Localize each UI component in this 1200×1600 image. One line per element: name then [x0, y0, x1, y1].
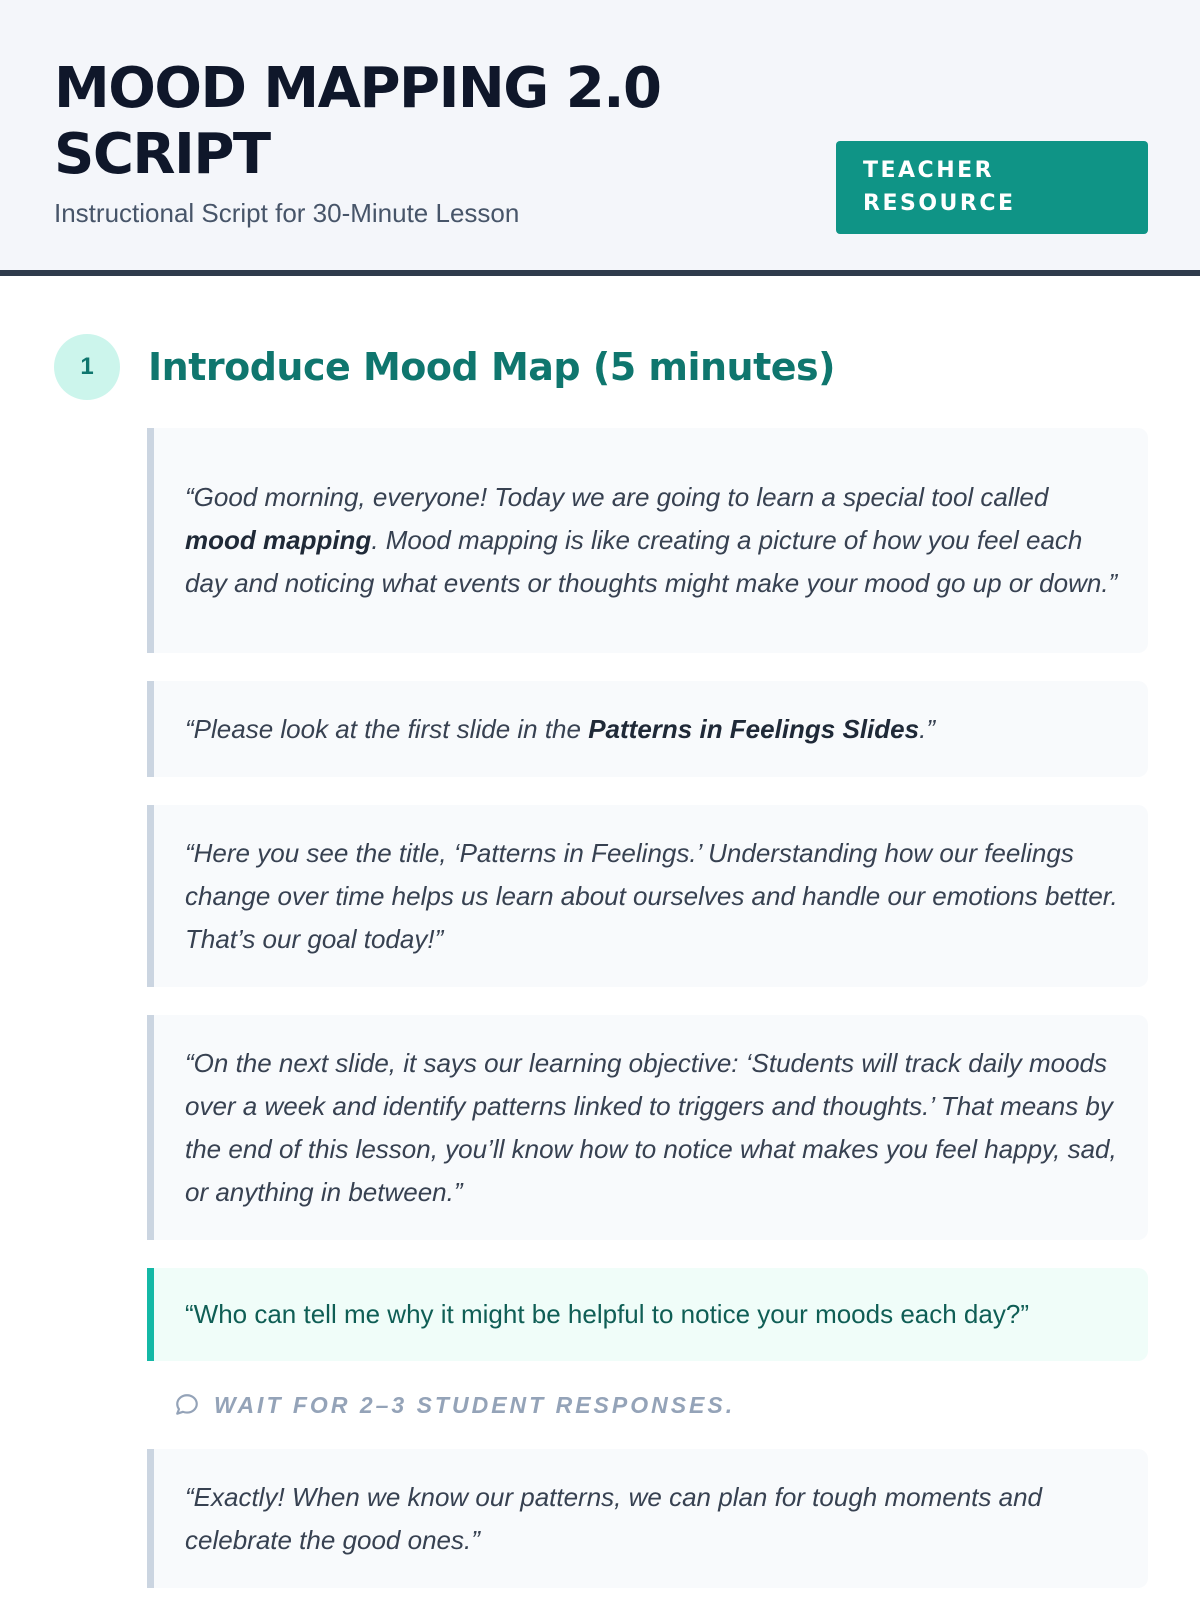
badge-line-2: RESOURCE: [863, 191, 1016, 216]
section-title: Introduce Mood Map (5 minutes): [148, 345, 836, 389]
title-line-1: MOOD MAPPING 2.0: [54, 56, 661, 121]
script-quote: [147, 1449, 1148, 1588]
instruction-text: WAIT FOR 2–3 STUDENT RESPONSES.: [214, 1391, 736, 1418]
quote-text: “On the next slide, it says our learning objective: ‘Students will track daily moods over a week and identify patterns linked to triggers and thoughts.’ That means by the end of this lesson, you’ll know how to notice what makes you feel happy, sad, or anything in between.”: [185, 1047, 1117, 1207]
speech-bubble-icon: [174, 1392, 200, 1418]
quote-text: “Exactly! When we know our patterns, we can plan for tough moments and celebrate the good ones.”: [185, 1481, 1042, 1555]
teacher-resource-badge: [836, 141, 1148, 234]
quote-emphasis: Patterns in Feelings Slides: [588, 713, 920, 744]
title-line-2: SCRIPT: [54, 122, 270, 187]
script-quote: [147, 805, 1148, 987]
question-text: “Who can tell me why it might be helpful to notice your moods each day?”: [185, 1299, 1029, 1329]
quote-emphasis: mood mapping: [185, 525, 372, 555]
quote-text: “Please look at the first slide in the Patterns in Feelings Slides.”: [185, 713, 935, 744]
script-quote: [147, 681, 1148, 777]
section-number: 1: [54, 334, 120, 400]
quote-text: “Good morning, everyone! Today we are going to learn a special tool called mood mapping. Mood mapping is like creating a picture of how you feel each day and noticing what events or thoughts might make your mood go up or down.”: [185, 482, 1118, 598]
script-quote: [147, 1015, 1148, 1240]
script-quote: [147, 428, 1148, 653]
discussion-question: [147, 1268, 1148, 1361]
badge-line-1: TEACHER: [863, 158, 995, 183]
document-title: [54, 56, 754, 188]
teacher-instruction: [174, 1389, 735, 1421]
document-subtitle: Instructional Script for 30-Minute Lesson: [54, 198, 520, 228]
document-header: [0, 0, 1200, 276]
quote-text: “Here you see the title, ‘Patterns in Feelings.’ Understanding how our feelings change over time helps us learn about ourselves and handle our emotions better. That’s our goal today!”: [185, 837, 1118, 954]
